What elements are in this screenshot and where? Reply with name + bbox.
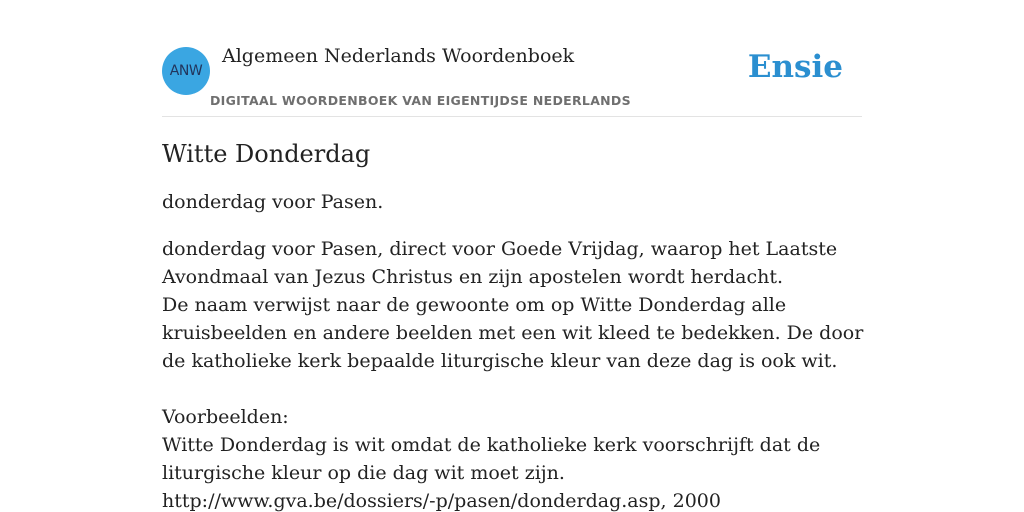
- entry-title: Witte Donderdag: [162, 140, 371, 168]
- site-subtitle: DIGITAAL WOORDENBOEK VAN EIGENTIJDSE NEDERLANDS: [210, 93, 631, 108]
- short-definition: donderdag voor Pasen.: [162, 191, 384, 213]
- long-definition: [162, 235, 866, 512]
- ensie-brand-logo[interactable]: Ensie: [747, 49, 843, 85]
- spacer: [162, 375, 866, 403]
- logo-text: ANW: [169, 63, 203, 79]
- definition-paragraph: De naam verwijst naar de gewoonte om op Witte Donderdag alle kruisbeelden en andere beelden met een wit kleed te bedekken. De door de katholieke kerk bepaalde liturgische kleur van deze dag is ook wit.: [162, 294, 864, 372]
- definition-paragraph: donderdag voor Pasen, direct voor Goede Vrijdag, waarop het Laatste Avondmaal van Jezus Christus en zijn apostelen wordt herdacht.: [162, 238, 838, 288]
- entry-content: [162, 138, 866, 512]
- site-title[interactable]: Algemeen Nederlands Woordenboek: [222, 45, 575, 67]
- header: [162, 0, 862, 117]
- examples-label: Voorbeelden:: [162, 406, 289, 428]
- example-source: http://www.gva.be/dossiers/-p/pasen/donderdag.asp, 2000: [162, 490, 721, 512]
- example-text: Witte Donderdag is wit omdat de katholieke kerk voorschrijft dat de liturgische kleur op die dag wit moet zijn.: [162, 434, 821, 484]
- anw-logo[interactable]: [162, 47, 210, 95]
